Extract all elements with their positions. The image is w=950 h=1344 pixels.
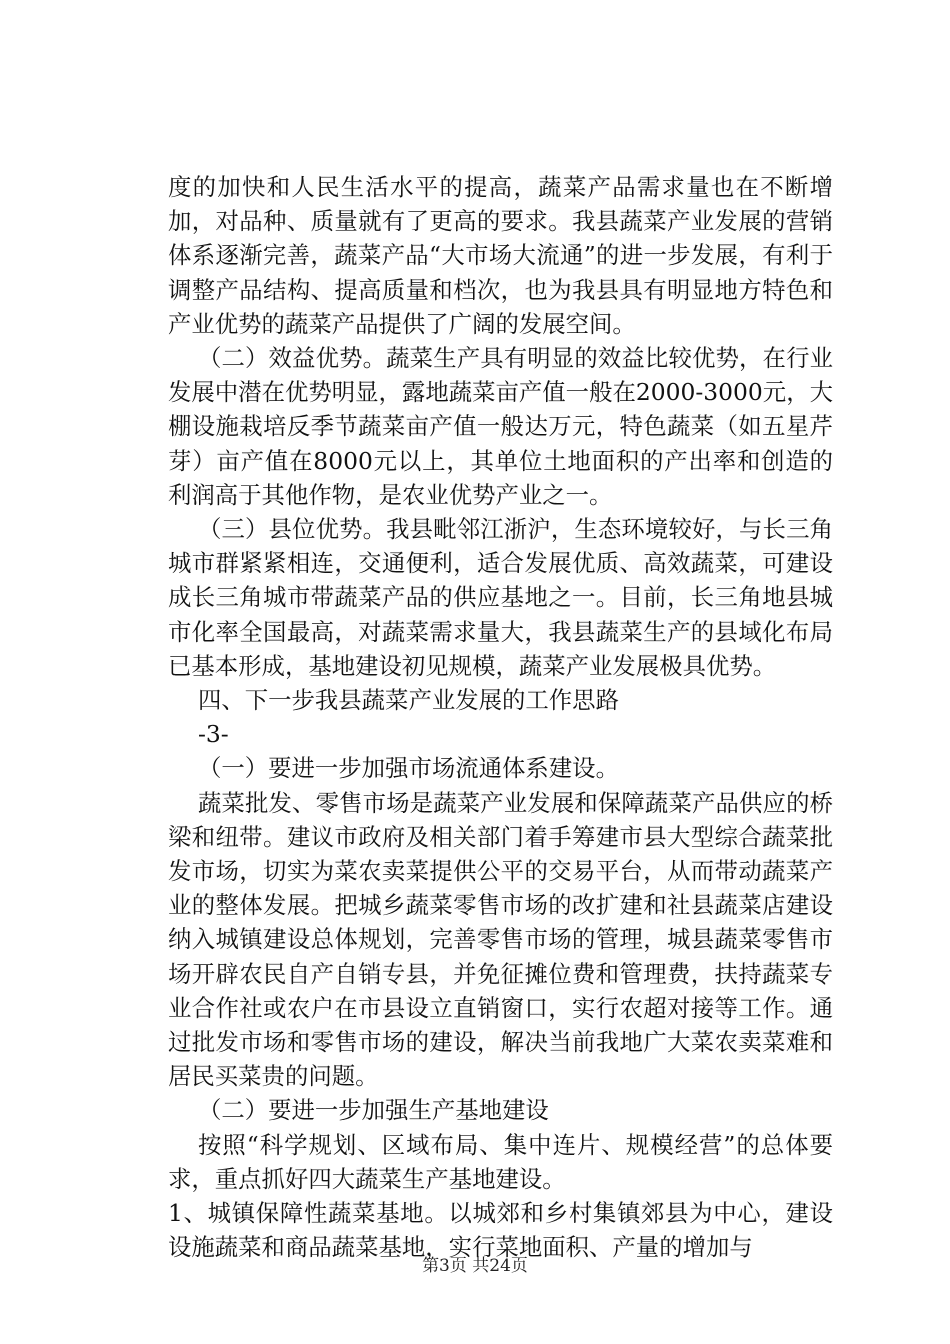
paragraph-overall-requirements: 按照“科学规划、区域布局、集中连片、规模经营”的总体要求，重点抓好四大蔬菜生产基地建设。	[168, 1130, 833, 1193]
document-body	[168, 170, 833, 1265]
paragraph-wholesale-retail: 蔬菜批发、零售市场是蔬菜产业发展和保障蔬菜产品供应的桥梁和纽带。建议市政府及相关部门着手筹建市县大型综合蔬菜批发市场，切实为菜农卖菜提供公平的交易平台，从而带动蔬菜产业的整体发展。把城乡蔬菜零售市场的改扩建和社县蔬菜店建设纳入城镇建设总体规划，完善零售市场的管理，城县蔬菜零售市场开辟农民自产自销专县，并免征摊位费和管理费，扶持蔬菜专业合作社或农户在市县设立直销窗口，实行农超对接等工作。通过批发市场和零售市场的建设，解决当前我地广大菜农卖菜难和居民买菜贵的问题。	[168, 788, 833, 1091]
paragraph-location-advantage: （三）县位优势。我县毗邻江浙沪，生态环境较好，与长三角城市群紧紧相连，交通便利，适合发展优质、高效蔬菜，可建设成长三角城市带蔬菜产品的供应基地之一。目前，长三角地县城市化率全国最高，对蔬菜需求量大，我县蔬菜生产的县域化布局已基本形成，基地建设初见规模，蔬菜产业发展极具优势。	[168, 515, 833, 680]
page-marker: -3-	[197, 720, 229, 749]
paragraph-benefit-advantage: （二）效益优势。蔬菜生产具有明显的效益比较优势，在行业发展中潜在优势明显，露地蔬菜亩产值一般在2000-3000元，大棚设施栽培反季节蔬菜亩产值一般达万元，特色蔬菜（如五星芹芽）亩产值在8000元以上，其单位土地面积的产出率和创造的利润高于其他作物，是农业优势产业之一。	[168, 344, 833, 509]
paragraph-market-continuation: 度的加快和人民生活水平的提高，蔬菜产品需求量也在不断增加，对品种、质量就有了更高的要求。我县蔬菜产业发展的营销体系逐渐完善，蔬菜产品“大市场大流通”的进一步发展，有利于调整产品结构、提高质量和档次，也为我县具有明显地方特色和产业优势的蔬菜产品提供了广阔的发展空间。	[168, 173, 833, 338]
paragraph-urban-vegetable-base: 1、城镇保障性蔬菜基地。以城郊和乡村集镇郊县为中心，建设设施蔬菜和商品蔬菜基地，实行菜地面积、产量的增加与	[168, 1199, 833, 1262]
page-footer: 第3页 共24页	[422, 1256, 528, 1276]
subheading-market-circulation: （一）要进一步加强市场流通体系建设。	[197, 754, 619, 783]
section-heading-next-steps: 四、下一步我县蔬菜产业发展的工作思路	[197, 686, 619, 715]
subheading-production-base: （二）要进一步加强生产基地建设	[197, 1096, 549, 1125]
